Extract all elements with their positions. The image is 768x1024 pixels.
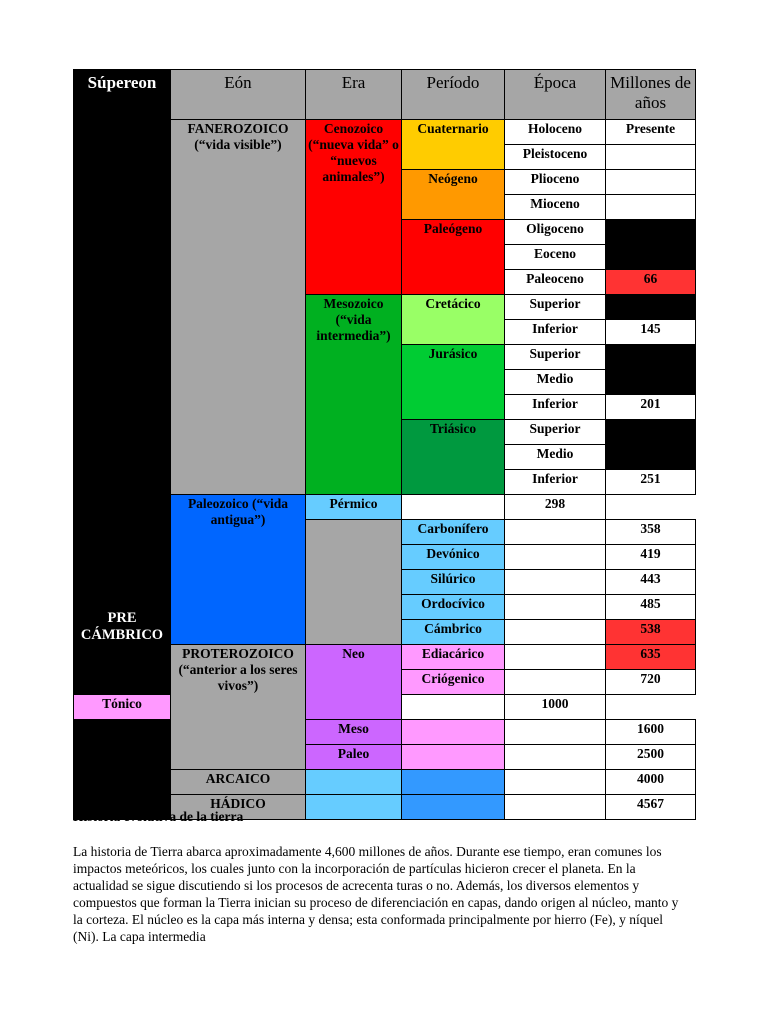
period-empty <box>402 770 505 795</box>
epoch-jurasico-inferior: Inferior <box>505 395 606 420</box>
era-neo: Neo <box>306 645 402 720</box>
epoch-empty <box>505 620 606 645</box>
era-empty <box>306 795 402 820</box>
article-title: Historia evolutiva de la tierra <box>73 809 244 824</box>
supereon-precambrico: PRE CÁMBRICO <box>80 610 164 643</box>
eon-fanerozoico: FANEROZOICO (“vida visible”) <box>171 120 306 495</box>
era-paleo: Paleo <box>306 745 402 770</box>
age-298: 298 <box>505 495 606 520</box>
age-4567: 4567 <box>606 795 696 820</box>
period-empty <box>402 745 505 770</box>
age-66: 66 <box>606 270 696 295</box>
age-201: 201 <box>606 395 696 420</box>
age-presente: Presente <box>606 120 696 145</box>
eon-arcaico: ARCAICO <box>171 770 306 795</box>
period-cambrico: Cámbrico <box>402 620 505 645</box>
epoch-empty <box>505 595 606 620</box>
epoch-empty <box>402 695 505 720</box>
period-ordocivico: Ordocívico <box>402 595 505 620</box>
epoch-holoceno: Holoceno <box>505 120 606 145</box>
epoch-oligoceno: Oligoceno <box>505 220 606 245</box>
era-paleozoico: Paleozoico (“vida antigua”) <box>171 495 306 645</box>
epoch-empty <box>505 720 606 745</box>
epoch-empty <box>505 545 606 570</box>
epoch-plioceno: Plioceno <box>505 170 606 195</box>
age-1000: 1000 <box>505 695 606 720</box>
geologic-time-table <box>73 69 696 820</box>
period-ediacarico: Ediacárico <box>402 645 505 670</box>
age-358: 358 <box>606 520 696 545</box>
period-devonico: Devónico <box>402 545 505 570</box>
epoch-eoceno: Eoceno <box>505 245 606 270</box>
epoch-triasico-medio: Medio <box>505 445 606 470</box>
header-eon: Eón <box>171 70 306 120</box>
epoch-empty <box>505 520 606 545</box>
period-jurasico: Jurásico <box>402 345 505 420</box>
period-permico: Pérmico <box>306 495 402 520</box>
age-empty <box>606 170 696 195</box>
age-empty <box>606 195 696 220</box>
period-tonico: Tónico <box>74 695 171 720</box>
age-635: 635 <box>606 645 696 670</box>
age-443: 443 <box>606 570 696 595</box>
epoch-cretacico-superior: Superior <box>505 295 606 320</box>
article-body: La historia de Tierra abarca aproximadamente 4,600 millones de años. Durante ese tiempo, eran comunes los impactos meteóricos, los cuales junto con la incorporación de partículas hicieron crecer el planeta. En la actualidad se sigue discutiendo si los procesos de acrecenta turas o no. Además, los diversos elementos y compuestos que forman la Tierra inician su proceso de diferenciación en capas, dando origen al núcleo, manto y la corteza. El núcleo es la capa más interna y densa; esta conformada principalmente por hierro (Fe), y níquel (Ni). La capa intermedia <box>73 844 679 944</box>
era-meso: Meso <box>306 720 402 745</box>
period-paleogeno: Paleógeno <box>402 220 505 295</box>
header-supereon: Súpereon <box>74 70 171 120</box>
period-empty <box>402 795 505 820</box>
period-cuaternario: Cuaternario <box>402 120 505 170</box>
era-mesozoico: Mesozoico (“vida intermedia”) <box>306 295 402 495</box>
age-blank <box>606 420 696 470</box>
eon-fanerozoico-cont <box>306 520 402 645</box>
age-blank <box>606 345 696 395</box>
epoch-cretacico-inferior: Inferior <box>505 320 606 345</box>
epoch-triasico-superior: Superior <box>505 420 606 445</box>
header-era: Era <box>306 70 402 120</box>
epoch-triasico-inferior: Inferior <box>505 470 606 495</box>
epoch-jurasico-superior: Superior <box>505 345 606 370</box>
age-2500: 2500 <box>606 745 696 770</box>
epoch-mioceno: Mioceno <box>505 195 606 220</box>
epoch-jurasico-medio: Medio <box>505 370 606 395</box>
header-millones: Millones de años <box>606 70 696 120</box>
period-empty <box>402 720 505 745</box>
period-criogenico: Criógenico <box>402 670 505 695</box>
age-538: 538 <box>606 620 696 645</box>
header-epoca: Época <box>505 70 606 120</box>
age-251: 251 <box>606 470 696 495</box>
period-silurico: Silúrico <box>402 570 505 595</box>
age-485: 485 <box>606 595 696 620</box>
period-carbonifero: Carbonífero <box>402 520 505 545</box>
epoch-empty <box>505 670 606 695</box>
period-triasico: Triásico <box>402 420 505 495</box>
age-blank <box>606 295 696 320</box>
header-periodo: Período <box>402 70 505 120</box>
epoch-empty <box>505 795 606 820</box>
period-neogeno: Neógeno <box>402 170 505 220</box>
age-4000: 4000 <box>606 770 696 795</box>
age-1600: 1600 <box>606 720 696 745</box>
period-cretacico: Cretácico <box>402 295 505 345</box>
age-blank <box>606 220 696 270</box>
supereon-column <box>74 120 171 695</box>
epoch-empty <box>402 495 505 520</box>
epoch-empty <box>505 770 606 795</box>
age-empty <box>606 145 696 170</box>
epoch-empty <box>505 745 606 770</box>
eon-proterozoico: PROTEROZOICO (“anterior a los seres vivos”) <box>171 645 306 770</box>
era-cenozoico: Cenozoico (“nueva vida” o “nuevos animales”) <box>306 120 402 295</box>
supereon-column-cont <box>74 720 171 820</box>
epoch-empty <box>505 570 606 595</box>
era-empty <box>306 770 402 795</box>
age-720: 720 <box>606 670 696 695</box>
epoch-pleistoceno: Pleistoceno <box>505 145 606 170</box>
age-419: 419 <box>606 545 696 570</box>
epoch-empty <box>505 645 606 670</box>
eon-hadico: HÁDICO <box>171 795 306 820</box>
epoch-paleoceno: Paleoceno <box>505 270 606 295</box>
age-145: 145 <box>606 320 696 345</box>
